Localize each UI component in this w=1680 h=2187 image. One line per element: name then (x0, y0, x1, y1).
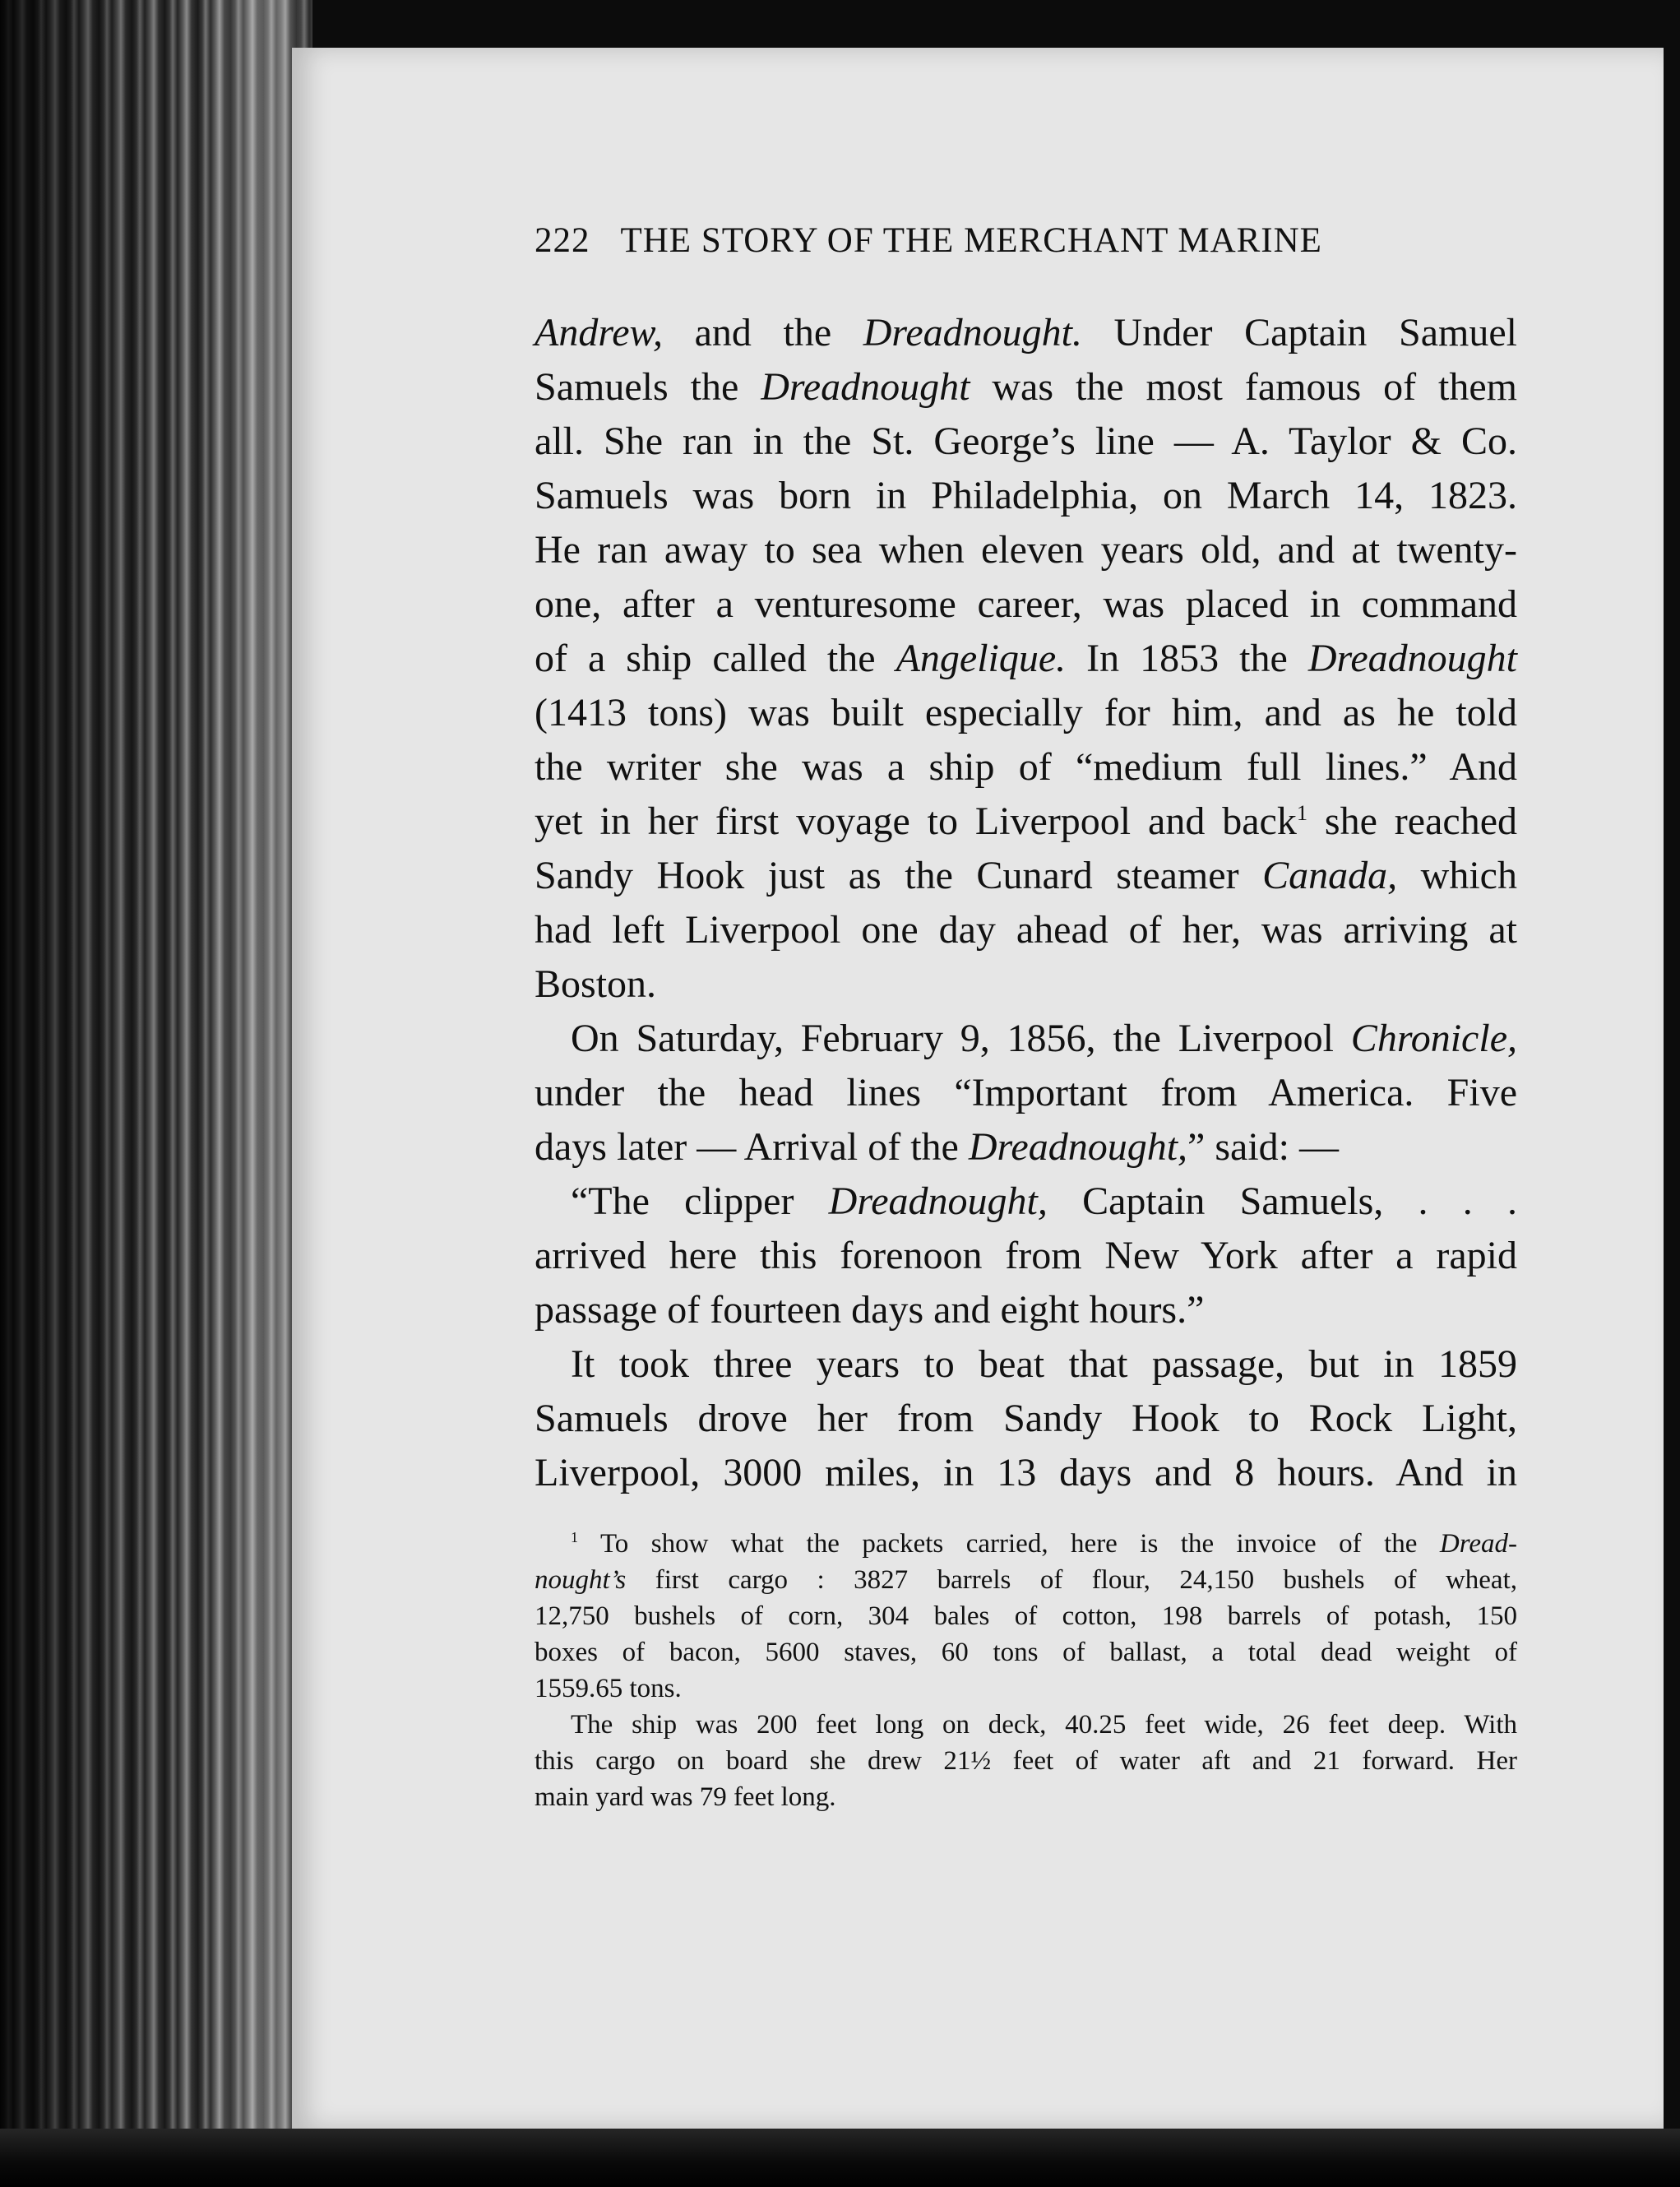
text-run: Boston. (535, 962, 657, 1006)
text-run: “The clipper (571, 1179, 829, 1223)
body-line (535, 957, 1517, 1012)
text-run: (1413 tons) was built especially for him, and as he told (535, 691, 1517, 734)
text-run: under the head lines “Important from America. Five (535, 1071, 1517, 1114)
footnote (535, 1526, 1517, 1815)
text-run: It took three years to beat that passage, but in 1859 (571, 1342, 1517, 1386)
text-run: Sandy Hook just as the Cunard steamer (535, 854, 1263, 897)
body-line (535, 306, 1517, 360)
text-run: had left Liverpool one day ahead of her, was arriving at (535, 908, 1517, 952)
footnote-line (535, 1562, 1517, 1598)
footnote-line (535, 1526, 1517, 1562)
text-run: yet in her first voyage to Liverpool and back (535, 799, 1297, 843)
text-run: of a ship called the (535, 637, 896, 680)
body-line (535, 577, 1517, 632)
running-header (535, 220, 1521, 261)
page-bottom-edge (0, 2129, 1680, 2187)
body-line (535, 1337, 1517, 1392)
text-run: and the (662, 311, 863, 354)
text-run: which (1397, 854, 1517, 897)
text-run: this cargo on board she drew 21½ feet of water aft and 21 forward. Her (535, 1746, 1517, 1776)
footnote-marker: 1 (571, 1529, 579, 1545)
italic-text: Angelique. (896, 637, 1067, 680)
text-run: ” said: — (1187, 1125, 1340, 1169)
body-line (535, 1066, 1517, 1120)
body-line (535, 1120, 1517, 1175)
footnote-line (535, 1707, 1517, 1743)
footnote-line (535, 1598, 1517, 1634)
text-run: all. She ran in the St. George’s line — A. Taylor & Co. (535, 419, 1517, 463)
footnote-line (535, 1779, 1517, 1815)
italic-text: Dreadnought (761, 365, 970, 409)
text-run: 12,750 bushels of corn, 304 bales of cotton, 198 barrels of potash, 150 (535, 1601, 1517, 1631)
page-number: 222 (535, 221, 590, 260)
italic-text: Dreadnought, (968, 1125, 1188, 1169)
italic-text: Canada, (1262, 854, 1398, 897)
body-line (535, 903, 1517, 957)
text-run: arrived here this forenoon from New York after a rapid (535, 1234, 1517, 1277)
text-run: days later — Arrival of the (535, 1125, 969, 1169)
body-line (535, 1012, 1517, 1066)
text-run: The ship was 200 feet long on deck, 40.25 feet wide, 26 feet deep. With (571, 1710, 1517, 1740)
body-line (535, 1175, 1517, 1229)
body-line (535, 415, 1517, 469)
text-run: Samuels was born in Philadelphia, on March 14, 1823. (535, 474, 1517, 517)
italic-text: nought’s (535, 1565, 627, 1595)
italic-text: Dreadnought (1307, 637, 1518, 680)
footnote-line (535, 1743, 1517, 1779)
text-run: first cargo : 3827 barrels of flour, 24,150 bushels of wheat, (626, 1565, 1517, 1595)
body-line (535, 1229, 1517, 1283)
text-run: was the most famous of them (970, 365, 1518, 409)
body-line (535, 740, 1517, 795)
body-line (535, 523, 1517, 577)
footnote-line (535, 1634, 1517, 1670)
body-line (535, 1392, 1517, 1446)
italic-text: Chronicle, (1350, 1017, 1517, 1060)
text-run: the writer she was a ship of “medium full lines.” And (535, 745, 1517, 789)
body-line (535, 795, 1517, 849)
body-line (535, 686, 1517, 740)
body-line (535, 1446, 1517, 1500)
running-title: THE STORY OF THE MERCHANT MARINE (620, 221, 1322, 260)
body-text (535, 306, 1517, 1500)
spine-shadow (0, 0, 312, 2187)
body-line (535, 469, 1517, 523)
body-line (535, 632, 1517, 686)
text-run: 1559.65 tons. (535, 1674, 682, 1703)
text-run: Samuels drove her from Sandy Hook to Rock Light, (535, 1397, 1517, 1440)
footnote-marker: 1 (1296, 800, 1308, 825)
footnote-line (535, 1670, 1517, 1707)
text-run: To show what the packets carried, here is the invoice of the (578, 1529, 1440, 1559)
text-run: Captain Samuels, . . . (1047, 1179, 1517, 1223)
text-run: Liverpool, 3000 miles, in 13 days and 8 hours. And in (535, 1451, 1517, 1494)
text-run: On Saturday, February 9, 1856, the Liverpool (571, 1017, 1351, 1060)
text-run: He ran away to sea when eleven years old, and at twenty- (535, 528, 1517, 572)
text-run: passage of fourteen days and eight hours.” (535, 1288, 1205, 1332)
text-run: one, after a venturesome career, was placed in command (535, 582, 1517, 626)
text-run: In 1853 the (1066, 637, 1308, 680)
text-run: she reached (1307, 799, 1517, 843)
italic-text: Dreadnought, (828, 1179, 1048, 1223)
text-run: Samuels the (535, 365, 761, 409)
text-run: main yard was 79 feet long. (535, 1782, 836, 1812)
italic-text: Dread- (1439, 1529, 1517, 1559)
body-line (535, 360, 1517, 415)
text-run: Under Captain Samuel (1081, 311, 1517, 354)
body-line (535, 1283, 1517, 1337)
italic-text: Dreadnought. (863, 311, 1082, 354)
italic-text: Andrew, (535, 311, 663, 354)
text-run: boxes of bacon, 5600 staves, 60 tons of ballast, a total dead weight of (535, 1638, 1517, 1667)
body-line (535, 849, 1517, 903)
